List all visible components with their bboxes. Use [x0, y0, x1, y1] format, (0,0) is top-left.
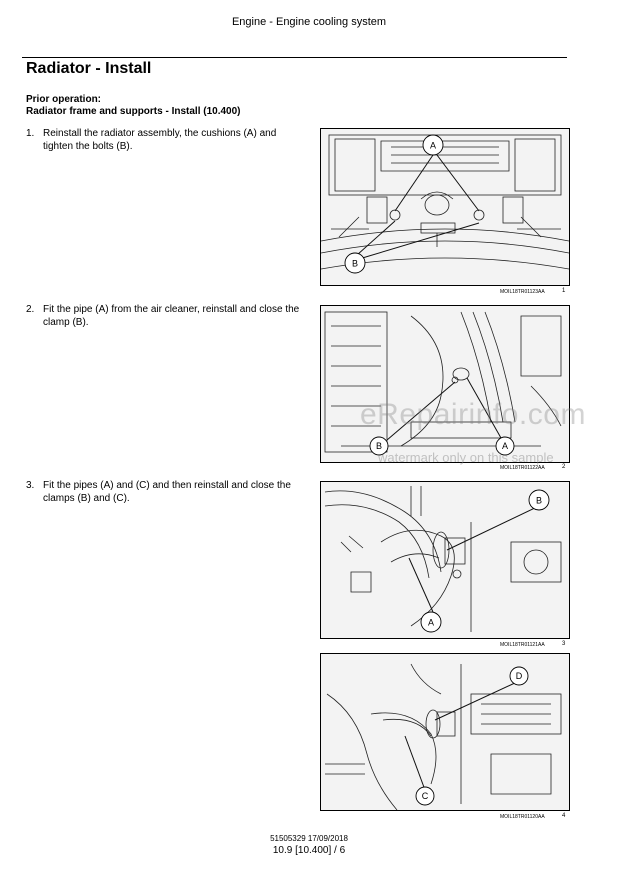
callout-label: B	[351, 258, 359, 269]
step-text: Reinstall the radiator assembly, the cushions (A) and tighten the bolts (B).	[43, 128, 277, 152]
page-title: Radiator - Install	[26, 60, 152, 77]
figure-number: 2	[562, 464, 566, 470]
callout-label: B	[535, 495, 543, 506]
figure-code: MOIL18TR01120AA	[500, 814, 545, 820]
figure-code: MOIL18TR01123AA	[500, 289, 545, 295]
step-text: Fit the pipes (A) and (C) and then reinstall and close the clamps (B) and (C).	[43, 480, 291, 504]
step-number: 3.	[26, 480, 35, 491]
header-divider	[22, 57, 567, 58]
figure-code: MOIL18TR01121AA	[500, 642, 545, 648]
figure-number: 3	[562, 641, 566, 647]
watermark-subtext: watermark only on this sample	[378, 450, 554, 465]
callout-label: D	[515, 671, 523, 681]
lower-pipe-clamps-illustration	[321, 654, 569, 810]
figure-code: MOIL18TR01122AA	[500, 465, 545, 471]
watermark-text: eRepairinfo.com	[360, 398, 586, 431]
figure-number: 1	[562, 288, 566, 294]
callout-label: B	[375, 441, 383, 451]
figure-number: 4	[562, 813, 566, 819]
figure-1-image	[320, 128, 570, 286]
callout-label: C	[421, 791, 429, 801]
air-cleaner-pipe-illustration	[321, 306, 569, 462]
step-text: Fit the pipe (A) from the air cleaner, reinstall and close the clamp (B).	[43, 304, 300, 328]
footer-doc-info: 51505329 17/09/2018	[270, 834, 348, 843]
figure-3-image	[320, 481, 570, 639]
radiator-assembly-illustration	[321, 129, 569, 285]
footer-page-number: 10.9 [10.400] / 6	[272, 845, 346, 856]
step-number: 2.	[26, 304, 35, 315]
prior-operation-link[interactable]: Radiator frame and supports - Install (10.400)	[26, 106, 241, 117]
callout-label: A	[501, 441, 509, 451]
step-number: 1.	[26, 128, 35, 139]
callout-label: A	[429, 140, 437, 151]
figure-4-image	[320, 653, 570, 811]
prior-operation-label: Prior operation:	[26, 94, 102, 105]
prior-operation	[26, 94, 241, 118]
page-header: Engine - Engine cooling system	[231, 16, 387, 28]
figure-2-image	[320, 305, 570, 463]
callout-label: A	[427, 617, 435, 628]
pipes-and-clamps-illustration	[321, 482, 569, 638]
